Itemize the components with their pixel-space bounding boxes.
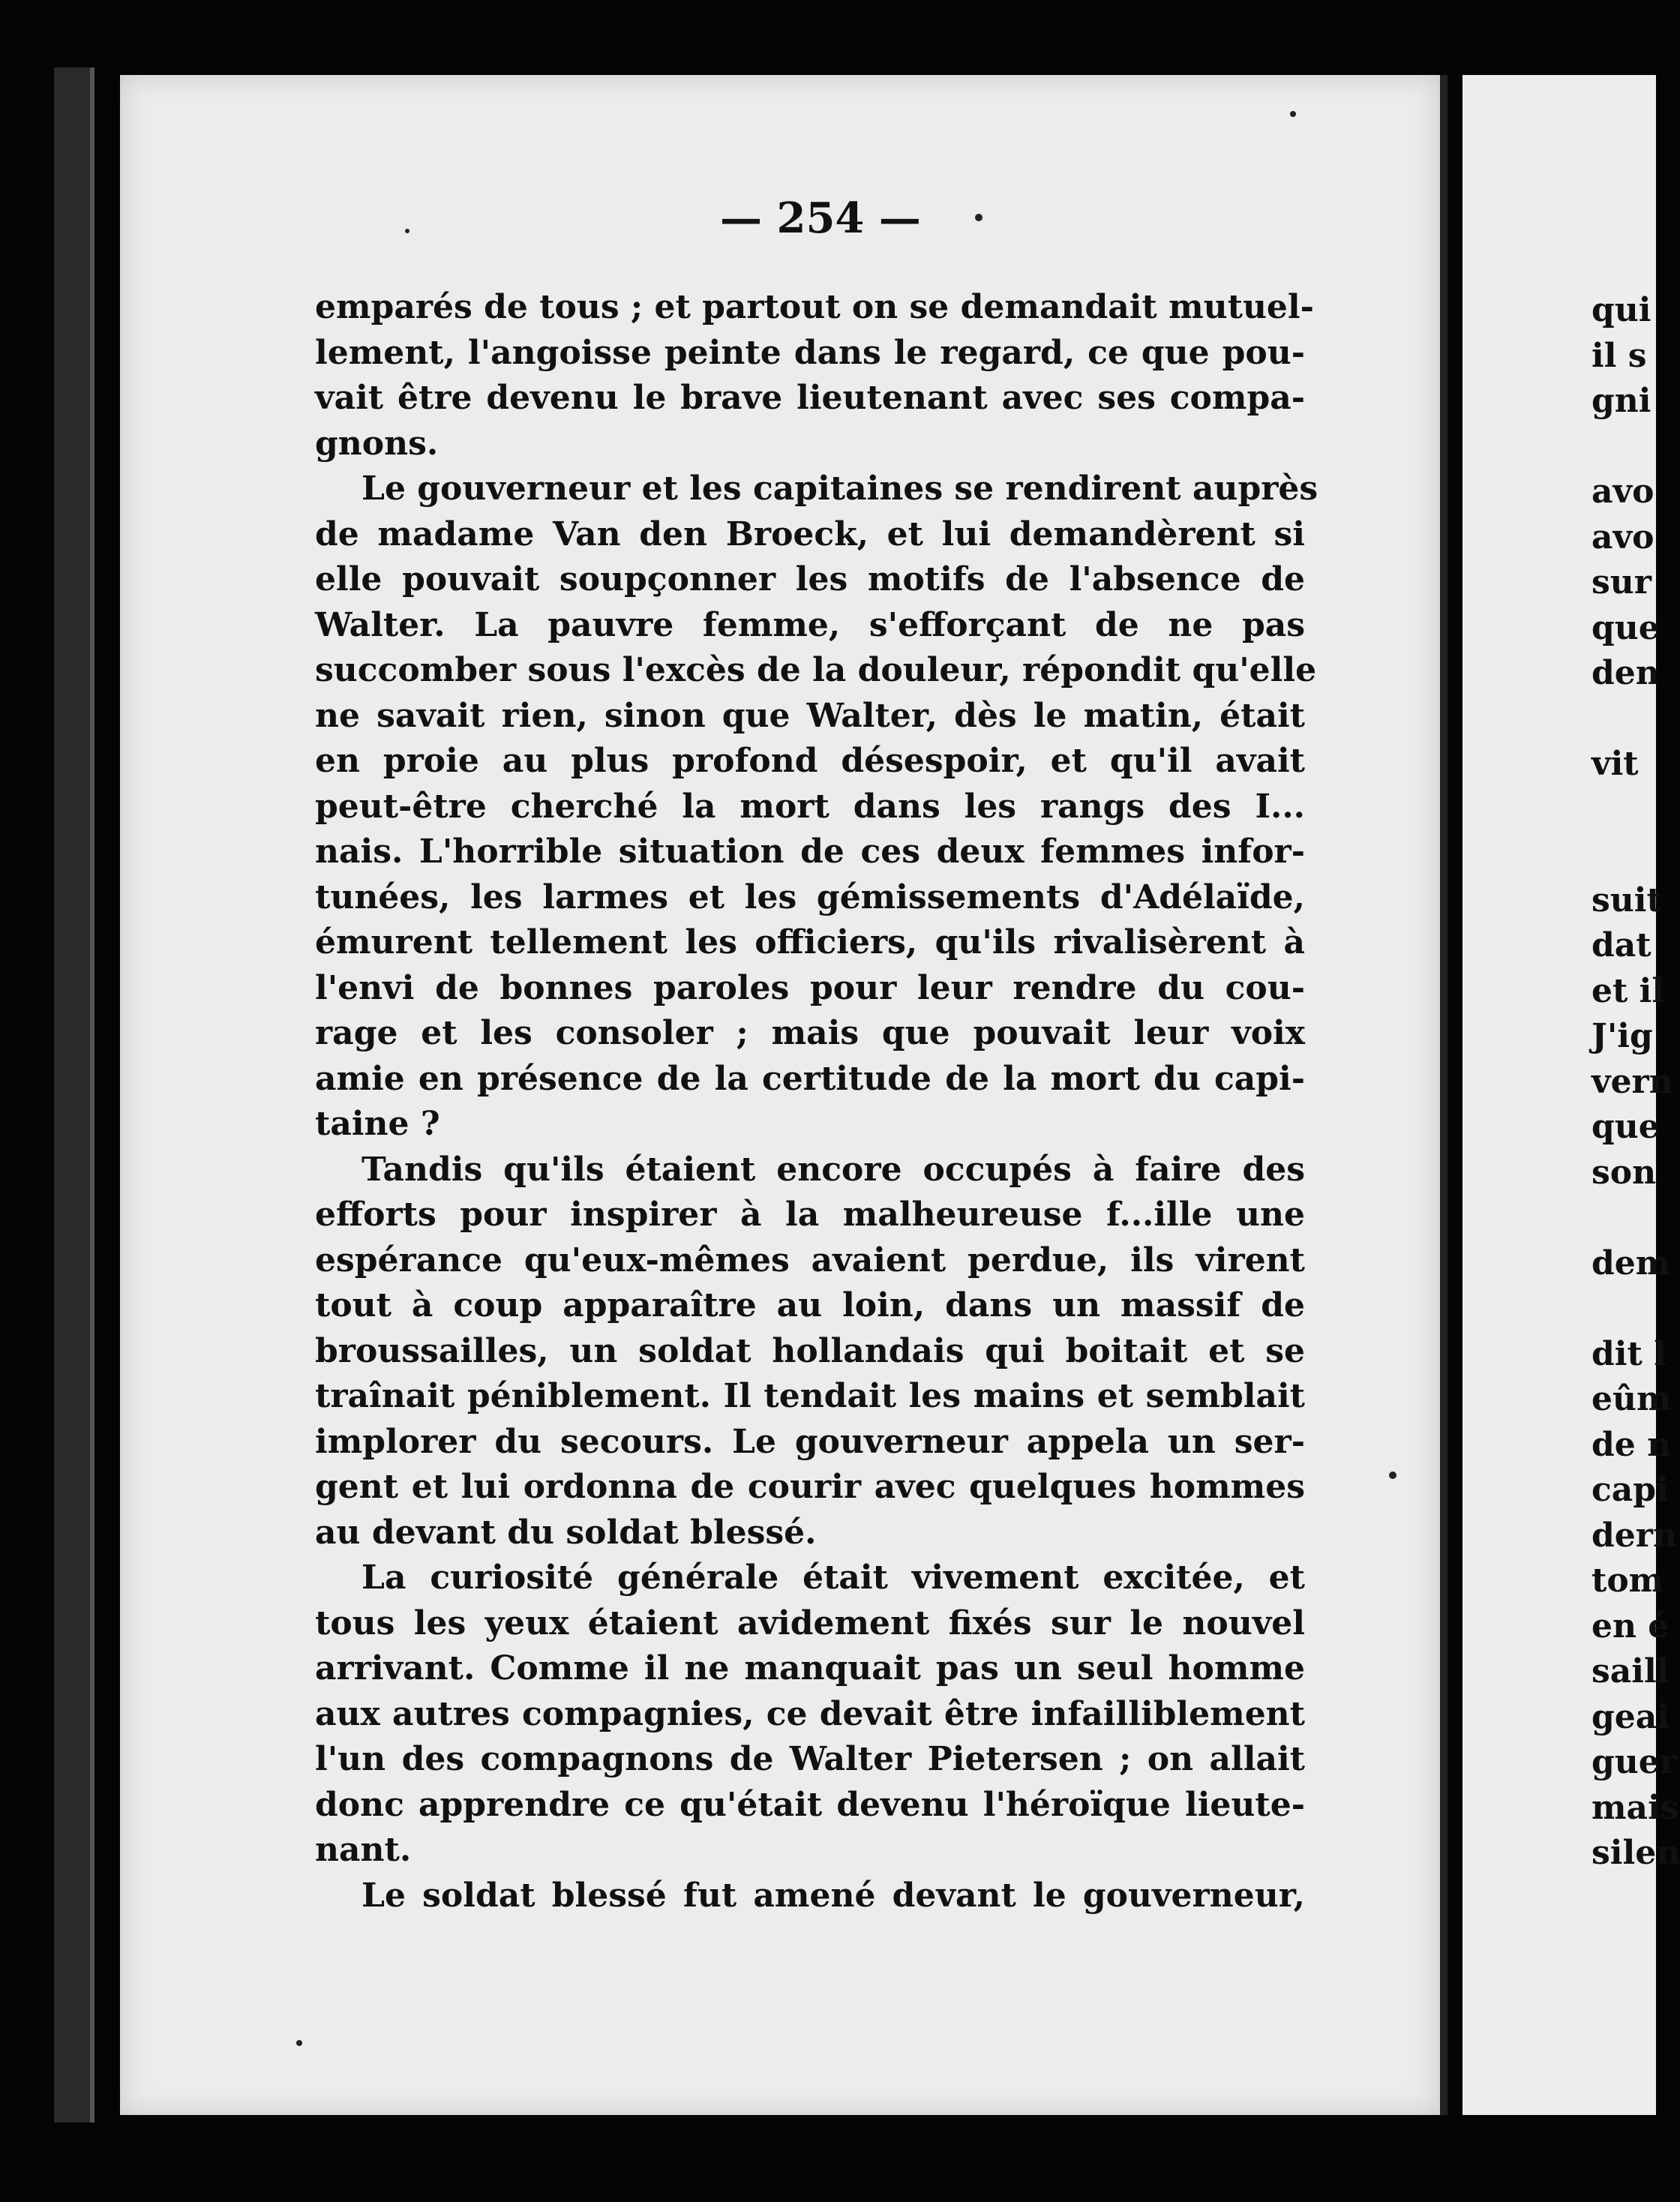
ink-speck bbox=[1290, 111, 1296, 117]
text-fragment: dit l bbox=[1592, 1334, 1666, 1373]
text-fragment bbox=[1592, 832, 1680, 878]
ink-speck bbox=[1389, 1472, 1396, 1479]
text-fragment: suit bbox=[1592, 880, 1662, 920]
text-fragment: et il bbox=[1592, 971, 1665, 1010]
text-line: aux autres compagnies, ce devait être infailliblement bbox=[315, 1694, 1305, 1733]
ink-speck bbox=[975, 214, 982, 221]
text-line: de madame Van den Broeck, et lui demandèrent si bbox=[315, 514, 1305, 554]
text-fragment: dem bbox=[1592, 1244, 1671, 1282]
text-fragment: en é bbox=[1592, 1606, 1670, 1646]
text-fragment: que bbox=[1592, 1108, 1660, 1146]
text-line: Walter. La pauvre femme, s'efforçant de ne pas bbox=[315, 605, 1305, 644]
text-line: vait être devenu le brave lieutenant avec ses compa- bbox=[315, 379, 1305, 417]
text-fragment: vern bbox=[1592, 1062, 1673, 1101]
text-line: traînait péniblement. Il tendait les mains et semblait bbox=[315, 1377, 1305, 1415]
text-fragment: avo bbox=[1592, 518, 1654, 556]
text-fragment: mais bbox=[1592, 1788, 1679, 1827]
text-line: au devant du soldat blessé. bbox=[315, 1513, 817, 1552]
text-line: taine ? bbox=[315, 1105, 440, 1143]
text-fragment: de n bbox=[1592, 1425, 1672, 1464]
page-number: — 254 — bbox=[720, 194, 921, 243]
text-line: en proie au plus profond désespoir, et qu'il avait bbox=[315, 742, 1305, 780]
text-fragment: capi bbox=[1592, 1471, 1669, 1509]
text-line: ne savait rien, sinon que Walter, dès le matin, était bbox=[315, 696, 1305, 735]
text-line: efforts pour inspirer à la malheureuse f...ille une bbox=[315, 1196, 1305, 1234]
text-fragment: qui bbox=[1592, 291, 1652, 329]
text-line: Le soldat blessé fut amené devant le gouverneur, bbox=[362, 1876, 1305, 1915]
text-line: Tandis qu'ils étaient encore occupés à faire des bbox=[362, 1150, 1305, 1189]
text-fragment bbox=[1592, 424, 1680, 470]
text-line: succomber sous l'excès de la douleur, répondit qu'elle bbox=[315, 651, 1317, 689]
text-line: peut-être cherché la mort dans les rangs des I... bbox=[315, 787, 1305, 826]
text-fragment: den bbox=[1592, 654, 1660, 692]
ink-speck bbox=[296, 2040, 302, 2046]
text-line: émurent tellement les officiers, qu'ils rivalisèrent à bbox=[315, 923, 1305, 962]
ink-speck bbox=[405, 229, 410, 233]
text-fragment: saill bbox=[1592, 1652, 1670, 1690]
text-fragment: eûm bbox=[1592, 1380, 1672, 1418]
text-fragment: J'ig bbox=[1592, 1017, 1653, 1055]
text-line: arrivant. Comme il ne manquait pas un seul homme bbox=[315, 1649, 1305, 1688]
text-fragment: guer bbox=[1592, 1743, 1677, 1781]
right-page-text bbox=[1592, 288, 1680, 1876]
text-line: broussailles, un soldat hollandais qui boitait et se bbox=[315, 1331, 1305, 1370]
text-fragment: que bbox=[1592, 608, 1660, 647]
text-line: lement, l'angoisse peinte dans le regard, ce que pou- bbox=[315, 333, 1305, 372]
text-line: nais. L'horrible situation de ces deux femmes infor- bbox=[315, 832, 1305, 871]
text-line: Le gouverneur et les capitaines se rendirent auprès bbox=[362, 470, 1318, 508]
text-fragment: avo bbox=[1592, 472, 1654, 511]
text-line: elle pouvait soupçonner les motifs de l'absence de bbox=[315, 560, 1305, 598]
text-line: tout à coup apparaître au loin, dans un massif de bbox=[315, 1286, 1305, 1324]
text-fragment: dern bbox=[1592, 1516, 1677, 1555]
text-fragment bbox=[1592, 1196, 1680, 1241]
text-line: rage et les consoler ; mais que pouvait leur voix bbox=[315, 1014, 1305, 1052]
text-line: nant. bbox=[315, 1831, 412, 1869]
text-fragment: il s bbox=[1592, 336, 1647, 375]
text-line: amie en présence de la certitude de la mort du capi- bbox=[315, 1059, 1305, 1098]
text-fragment: son bbox=[1592, 1153, 1657, 1192]
text-line: La curiosité générale était vivement excitée, et bbox=[362, 1558, 1305, 1597]
text-fragment: gni bbox=[1592, 382, 1652, 420]
text-fragment bbox=[1592, 788, 1680, 833]
text-line: emparés de tous ; et partout on se demandait mutuel- bbox=[315, 288, 1314, 326]
left-page-text bbox=[315, 285, 1318, 1918]
text-line: l'envi de bonnes paroles pour leur rendre du cou- bbox=[315, 968, 1305, 1007]
text-line: implorer du secours. Le gouverneur appela un ser- bbox=[315, 1422, 1305, 1461]
text-fragment: sur bbox=[1592, 563, 1652, 602]
text-line: gnons. bbox=[315, 424, 439, 463]
text-line: donc apprendre ce qu'était devenu l'héroïque lieute- bbox=[315, 1785, 1305, 1824]
text-fragment: dat bbox=[1592, 926, 1652, 964]
text-fragment: geai bbox=[1592, 1697, 1670, 1736]
text-line: espérance qu'eux-mêmes avaient perdue, ils virent bbox=[315, 1240, 1305, 1280]
text-fragment: vit bbox=[1592, 745, 1639, 783]
book-binding bbox=[54, 68, 94, 2122]
text-fragment bbox=[1592, 697, 1680, 742]
text-fragment bbox=[1592, 1286, 1680, 1332]
text-line: tous les yeux étaient avidement fixés sur le nouvel bbox=[315, 1604, 1305, 1642]
text-fragment: tom bbox=[1592, 1562, 1664, 1600]
text-line: gent et lui ordonna de courir avec quelques hommes bbox=[315, 1468, 1305, 1506]
text-fragment: silen bbox=[1592, 1834, 1680, 1872]
text-line: l'un des compagnons de Walter Pietersen ; on allait bbox=[315, 1740, 1305, 1778]
text-line: tunées, les larmes et les gémissements d'Adélaïde, bbox=[315, 878, 1305, 916]
